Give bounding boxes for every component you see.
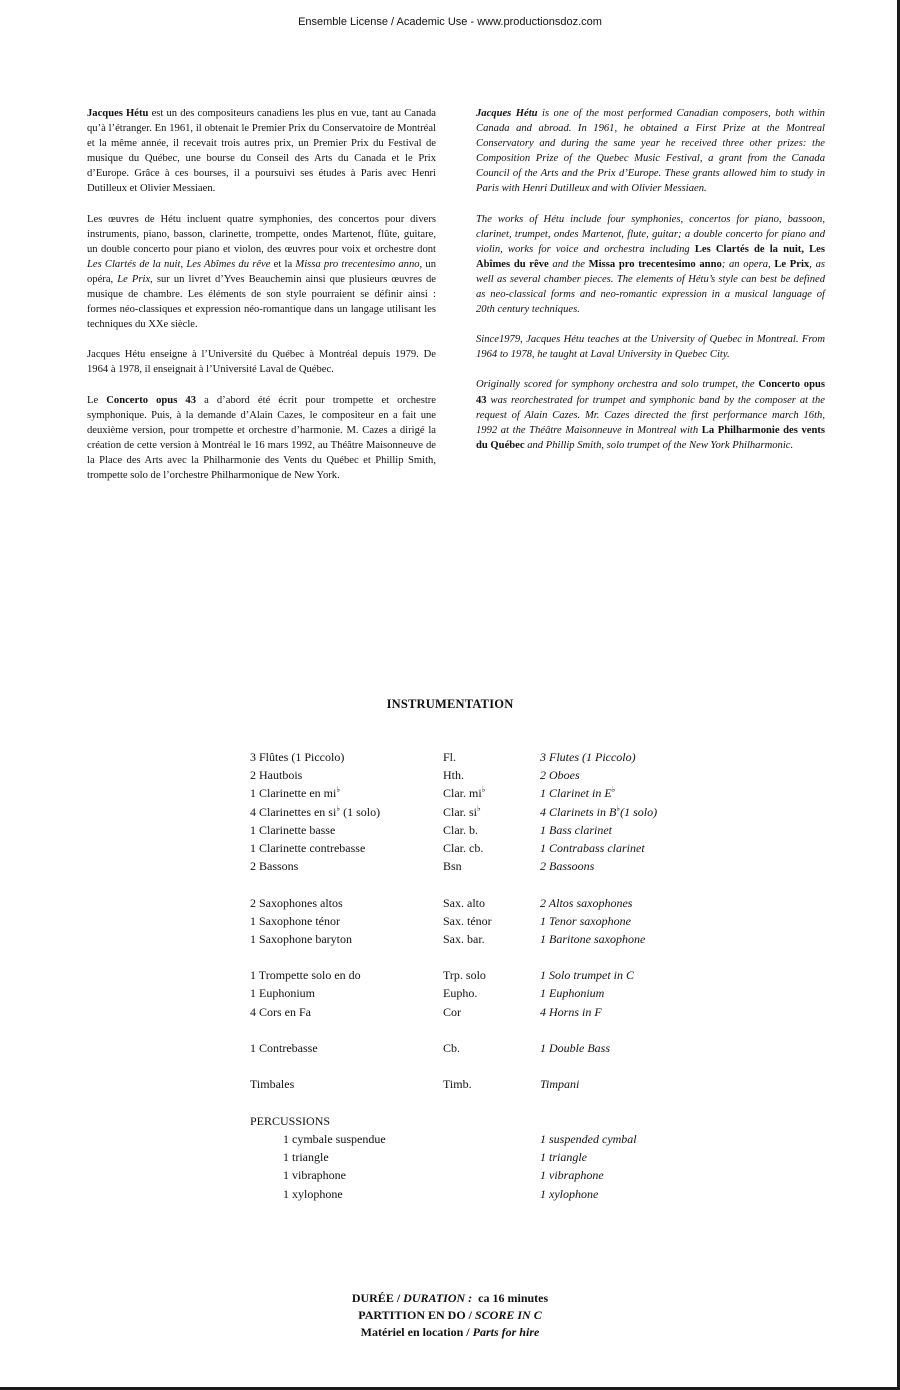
instrument-row: 1 Contrebasse Cb. 1 Double Bass xyxy=(250,1041,610,1055)
parts-line: Matériel en location / Parts for hire xyxy=(360,1325,540,1339)
instrument-row: 1 Clarinette basse Clar. b. 1 Bass clarinet xyxy=(250,822,612,837)
percussion-row: 1 triangle 1 triangle xyxy=(283,1150,587,1165)
english-biography xyxy=(476,106,825,468)
instrument-row: 2 Saxophones altos Sax. alto 2 Altos saxophones xyxy=(250,895,633,910)
instrument-row: 1 Saxophone baryton Sax. bar. 1 Baritone saxophone xyxy=(250,931,646,946)
flat-symbol: ♭ xyxy=(336,785,341,795)
percussion-row: 1 xylophone 1 xylophone xyxy=(283,1186,599,1201)
percussion-heading: PERCUSSIONS xyxy=(250,1113,331,1128)
duration-line: DURÉE / DURATION : ca 16 minutes xyxy=(351,1291,549,1305)
french-biography xyxy=(87,106,436,498)
instrument-row: 1 Clarinette contrebasse Clar. cb. 1 Contrabass clarinet xyxy=(250,840,645,855)
instrumentation-list xyxy=(0,750,900,1205)
instrument-row: 2 Bassons Bsn 2 Bassoons xyxy=(250,859,595,874)
instrument-row: 1 Euphonium Eupho. 1 Euphonium xyxy=(250,986,605,1001)
fr-paragraph-3: Jacques Hétu enseigne à l’Université du Québec à Montréal depuis 1979. De 1964 à 1978, il enseignait à l’Université Laval de Québec. xyxy=(87,349,436,376)
instrument-row: 1 Trompette solo en do Trp. solo 1 Solo trumpet in C xyxy=(250,968,635,983)
score-line: PARTITION EN DO / SCORE IN C xyxy=(358,1308,542,1322)
instrument-row: 1 Saxophone ténor Sax. ténor 1 Tenor saxophone xyxy=(250,913,631,928)
flat-symbol: ♭ xyxy=(477,803,481,813)
en-paragraph-1: Jacques Hétu is one of the most performed Canadian composers, both within Canada and abroad. In 1961, he obtained a First Prize at the Montreal Conservatory and during the same year he received three other prizes: the Composition Prize of the Quebec Music Festival, a grant from the Canada Council of the Arts and the Prix d’Europe. These grants allowed him to study in Paris with Henri Dutilleux and with Olivier Messiaen. xyxy=(476,108,825,195)
percussion-row: 1 vibraphone 1 vibraphone xyxy=(283,1168,604,1183)
instrument-row: 4 Clarinettes en si♭ (1 solo) Clar. si♭ 4 Clarinets in B♭(1 solo) xyxy=(250,803,658,819)
instrument-row: 1 Clarinette en mi♭ Clar. mi♭ 1 Clarinet in E♭ xyxy=(250,785,616,801)
fr-paragraph-1: Jacques Hétu est un des compositeurs canadiens les plus en vue, tant au Canada qu’à l’étranger. En 1961, il obtenait le Premier Prix du Conservatoire de Montréal et la même année, il recevait trois autres prix, un Premier Prix du Festival de musique du Québec, une bourse du Conseil des Arts du Canada et le Prix d’Europe. Grâce à ces bourses, il a poursuivi ses études à Paris avec Henri Dutilleux et Olivier Messiaen. xyxy=(87,108,436,195)
flat-symbol: ♭ xyxy=(616,803,621,813)
flat-symbol: ♭ xyxy=(336,803,341,813)
fr-paragraph-4: Le Concerto opus 43 a d’abord été écrit pour trompette et orchestre symphonique. Puis, à la demande d’Alain Cazes, le compositeur en a fait une deuxième version, pour trompette et orchestre d’harmonie. M. Cazes a dirigé la création de cette version à Montréal le 16 mars 1992, au Théâtre Maisonneuve de la Place des Arts avec la Philharmonie des Vents du Québec et Phillip Smith, trompette solo de l’orchestre Philharmonique de New York. xyxy=(87,394,436,481)
instrument-row: Timbales Timb. Timpani xyxy=(250,1077,580,1092)
instrument-row: 4 Cors en Fa Cor 4 Horns in F xyxy=(250,1004,602,1019)
en-paragraph-4: Originally scored for symphony orchestra and solo trumpet, the Concerto opus 43 was reorchestrated for trumpet and symphonic band by the composer at the request of Alain Cazes. Mr. Cazes directed the first performance march 16th, 1992 at the Théâtre Maisonneuve in Montreal with La Philharmonie des vents du Québec and Phillip Smith, solo trumpet of the New York Philharmonic. xyxy=(476,379,825,451)
fr-paragraph-2: Les œuvres de Hétu incluent quatre symphonies, des concertos pour divers instruments, piano, basson, clarinette, trompette, ondes Martenot, flûte, guitare, un double concerto pour piano et violon, des œuvres pour voix et orchestre dont Les Clartés de la nuit, Les Abîmes du rêve et la Missa pro trecentesimo anno, un opéra, Le Prix, sur un livret d’Yves Beauchemin ainsi que plusieurs œuvres de musique de chambre. Les éléments de son style pourraient se définir ainsi : formes néo-classiques et expression néo-romantique dans un langage utilisant les techniques du XXe siècle. xyxy=(87,213,437,331)
license-header: Ensemble License / Academic Use - www.productionsdoz.com xyxy=(298,16,602,28)
en-paragraph-2: The works of Hétu include four symphonies, concertos for piano, bassoon, clarinet, trumpet, ondes Martenot, flute, guitar; a double concerto for piano and violin, works for voice and orchestra including Les Clartés de la nuit, Les Abîmes du rêve and the Missa pro trecentesimo anno; an opera, Le Prix, as well as several chamber pieces. The elements of Hétu’s style can best be defined as neo-classical forms and neo-romantic expression in a musical language of 20th century techniques. xyxy=(476,213,825,316)
en-paragraph-3: Since1979, Jacques Hétu teaches at the University of Quebec in Montreal. From 1964 to 1978, he taught at Laval University in Quebec City. xyxy=(476,334,825,361)
instrument-row: 3 Flûtes (1 Piccolo) Fl. 3 Flutes (1 Piccolo) xyxy=(250,750,636,764)
instrumentation-title: INSTRUMENTATION xyxy=(386,697,514,711)
instrument-row: 2 Hautbois Hth. 2 Oboes xyxy=(250,768,580,783)
flat-symbol: ♭ xyxy=(481,785,486,795)
score-info-footer xyxy=(0,1290,900,1341)
percussion-row: 1 cymbale suspendue 1 suspended cymbal xyxy=(283,1131,637,1146)
flat-symbol: ♭ xyxy=(611,785,616,795)
